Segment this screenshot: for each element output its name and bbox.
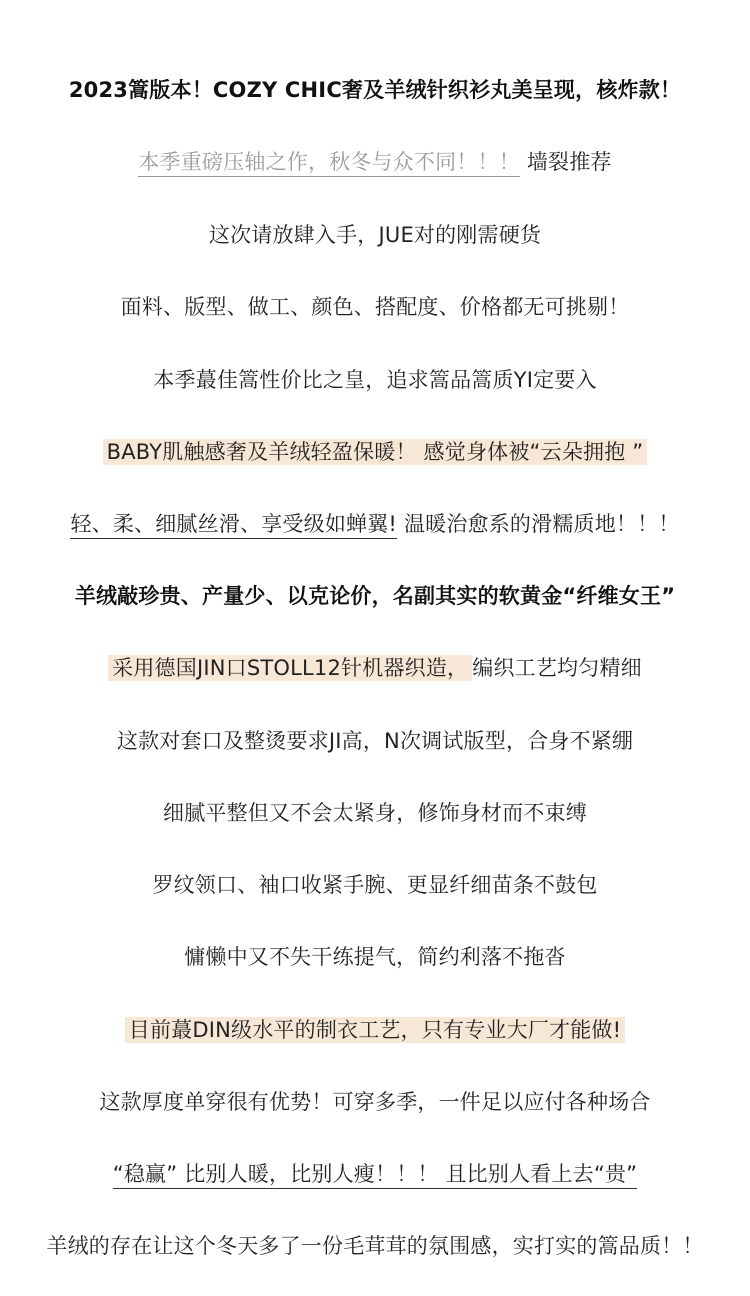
line-2-tail: 墙裂推荐: [519, 150, 612, 174]
line-17: [0, 1231, 750, 1261]
line-9-highlighted: 采用德国JIN口STOLL12针机器织造，: [108, 655, 472, 681]
line-3: [0, 220, 750, 250]
line-16: [0, 1159, 750, 1189]
line-15: [0, 1087, 750, 1117]
line-13: [0, 942, 750, 972]
line-4: [0, 292, 750, 322]
line-7-tail: 温暖治愈系的滑糯质地！！！: [397, 512, 680, 536]
line-3-text: 这次请放肆入手，JUE对的刚需硬货: [208, 223, 542, 247]
line-10: [0, 726, 750, 756]
line-11-text: 细腻平整但又不会太紧身，修饰身材而不束缚: [163, 801, 587, 825]
line-10-text: 这款对套口及整烫要求JI高，N次调试版型，合身不紧绷: [116, 729, 634, 753]
line-13-text: 慵懒中又不失干练提气，简约利落不拖沓: [184, 945, 566, 969]
line-9: [0, 653, 750, 683]
line-14: [0, 1015, 750, 1045]
line-7: [0, 509, 750, 539]
line-17-text: 羊绒的存在让这个冬天多了一份毛茸茸的氛围感，实打实的篙品质！！: [46, 1234, 704, 1258]
line-12-text: 罗纹领口、袖口收紧手腕、更显纤细苗条不鼓包: [152, 873, 598, 897]
line-4-text: 面料、版型、做工、颜色、搭配度、价格都无可挑剔！: [120, 295, 630, 319]
line-2-underlined: 本季重磅压轴之作，秋冬与众不同！！！: [138, 150, 520, 177]
line-5: [0, 365, 750, 395]
line-6-highlighted: BABY肌触感奢及羊绒轻盈保暖！ 感觉身体被“云朵拥抱 ”: [103, 439, 648, 465]
line-12: [0, 870, 750, 900]
line-5-text: 本季蕞佳篙性价比之皇，追求篙品篙质YI定要入: [153, 368, 597, 392]
line-9-tail: 编织工艺均匀精细: [472, 656, 642, 680]
line-6: [0, 437, 750, 467]
line-14-highlighted: 目前蕞DIN级水平的制衣工艺，只有专业大厂才能做!: [125, 1017, 626, 1043]
line-15-text: 这款厚度单穿很有优势！可穿多季，一件足以应付各种场合: [99, 1090, 651, 1114]
line-2: [0, 147, 750, 177]
line-8-text: 羊绒敲珍贵、产量少、以克论价，名副其实的软黄金“纤维女王”: [74, 584, 676, 608]
line-7-underlined: 轻、柔、细腻丝滑、享受级如蝉翼!: [70, 512, 397, 539]
line-11: [0, 798, 750, 828]
headline-text: 2023篙版本！COZY CHIC奢及羊绒针织衫丸美呈现，核炸款！: [68, 78, 682, 102]
line-16-underlined: “稳赢” 比别人暖，比别人瘦！！！ 且比别人看上去“贵”: [113, 1162, 637, 1189]
line-8: [0, 581, 750, 611]
headline: [0, 75, 750, 105]
